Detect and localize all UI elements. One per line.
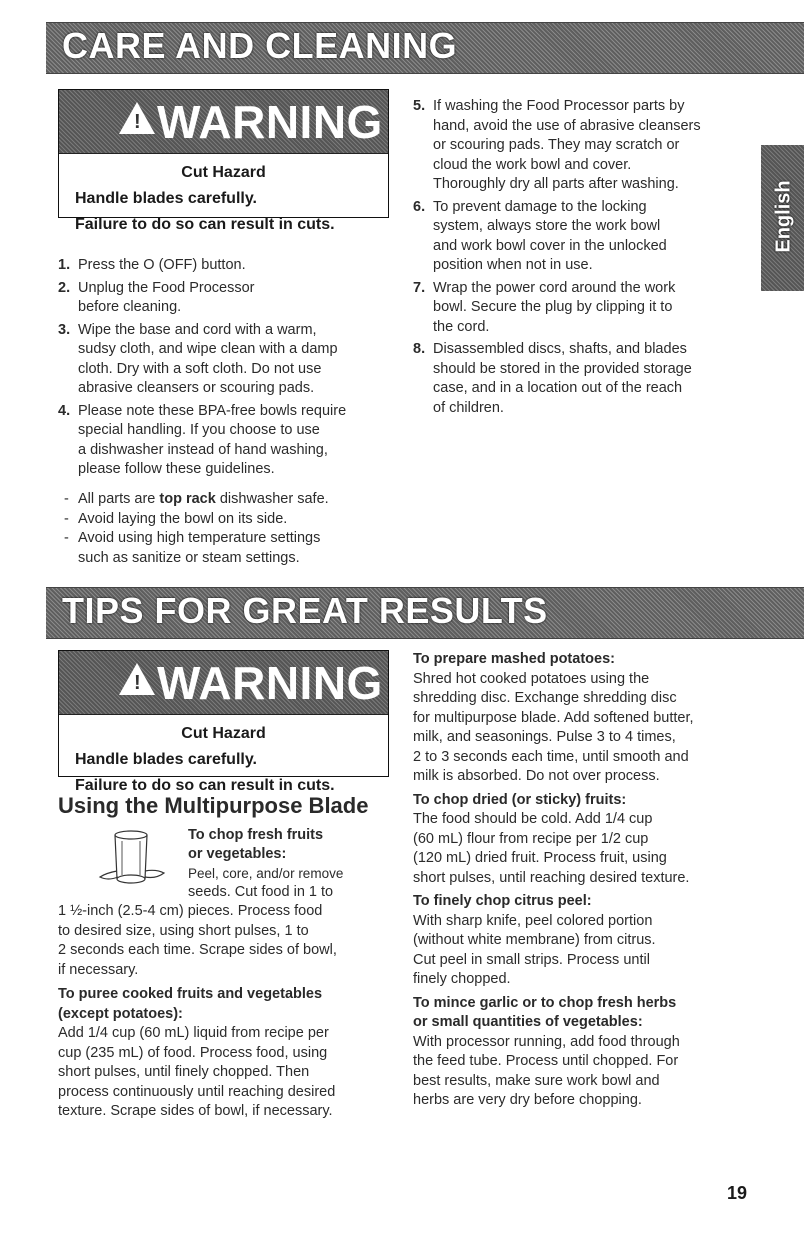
- list-item: [58, 441, 398, 461]
- puree-heading: (except potatoes):: [58, 1005, 183, 1022]
- list-item: [58, 402, 398, 422]
- language-tab-label: English: [772, 180, 795, 253]
- warning-box: [58, 89, 389, 233]
- puree-heading: To puree cooked fruits and vegetables: [58, 986, 323, 1002]
- list-text: abrasive cleansers or scouring pads.: [78, 380, 315, 396]
- list-number: 3.: [58, 321, 71, 338]
- warning-consequence: Failure to do so can result in cuts.: [75, 777, 335, 794]
- puree-line: cup (235 mL) of food. Process food, using: [58, 1044, 328, 1061]
- puree-line: texture. Scrape sides of bowl, if necessary.: [58, 1103, 333, 1119]
- list-text: the cord.: [433, 318, 490, 335]
- list-text: Press the O (OFF) button.: [78, 257, 246, 273]
- mashed-line: for multipurpose blade. Add softened butter,: [413, 709, 694, 726]
- warning-box: [58, 650, 389, 794]
- list-text: bowl. Secure the plug by clipping it to: [433, 299, 673, 315]
- list-number: 5.: [413, 98, 426, 114]
- list-text: a dishwasher instead of hand washing,: [78, 441, 328, 458]
- care-cleaning-header: [46, 22, 804, 74]
- garlic-heading: To mince garlic or to chop fresh herbs: [413, 994, 677, 1011]
- puree-line: short pulses, until finely chopped. Then: [58, 1064, 310, 1080]
- list-text: Wipe the base and cord with a warm,: [78, 321, 317, 338]
- list-item: [413, 175, 753, 195]
- list-text: should be stored in the provided storage: [433, 360, 692, 377]
- list-item: [413, 217, 753, 237]
- guideline-item: such as sanitize or steam settings.: [78, 549, 300, 566]
- list-text: system, always store the work bowl: [433, 218, 661, 234]
- care-cleaning-title: CARE AND CLEANING: [62, 25, 458, 66]
- warning-header: ! WARNING: [59, 90, 388, 154]
- chop-fresh-line: seeds. Cut food in 1 to: [188, 884, 334, 900]
- list-number: 8.: [413, 341, 426, 357]
- list-item: [413, 256, 753, 276]
- garlic-heading: or small quantities of vegetables:: [413, 1014, 643, 1030]
- list-item: [58, 279, 398, 299]
- list-item: [413, 237, 753, 257]
- mashed-potatoes-heading: To prepare mashed potatoes:: [413, 651, 615, 667]
- list-item: [413, 399, 753, 419]
- list-text: case, and in a location out of the reach: [433, 380, 683, 396]
- warning-instruction: Handle blades carefully.: [75, 190, 257, 207]
- garlic-line: With processor running, add food through: [413, 1033, 680, 1050]
- list-text: Thoroughly dry all parts after washing.: [433, 176, 679, 192]
- guideline-item: - All parts are top rack dishwasher safe.: [64, 491, 329, 507]
- list-text: special handling. If you choose to use: [78, 422, 320, 438]
- list-item: [413, 298, 753, 318]
- list-item: [413, 360, 753, 380]
- garlic-line: herbs are very dry before chopping.: [413, 1092, 642, 1108]
- warning-consequence: Failure to do so can result in cuts.: [75, 216, 335, 233]
- dishwasher-guidelines: [64, 490, 404, 568]
- list-text: sudsy cloth, and wipe clean with a damp: [78, 341, 338, 357]
- warning-hazard: Cut Hazard: [181, 725, 266, 742]
- dried-line: (120 mL) dried fruit. Process fruit, using: [413, 850, 667, 866]
- list-text: Wrap the power cord around the work: [433, 279, 676, 296]
- list-item: [58, 321, 398, 341]
- citrus-line: (without white membrane) from citrus.: [413, 932, 656, 948]
- care-list-left: [58, 256, 398, 480]
- tips-header: [46, 587, 804, 639]
- list-item: [58, 421, 398, 441]
- list-item: [58, 340, 398, 360]
- chop-fresh-line: Peel, core, and/or remove: [188, 866, 344, 881]
- chop-fresh-line: 2 seconds each time. Scrape sides of bowl,: [58, 942, 337, 958]
- list-text: hand, avoid the use of abrasive cleansers: [433, 117, 701, 134]
- mashed-line: 2 to 3 seconds each time, until smooth and: [413, 748, 689, 765]
- citrus-line: finely chopped.: [413, 971, 511, 987]
- warning-header: ! WARNING: [59, 651, 388, 715]
- list-text: of children.: [433, 399, 504, 416]
- list-text: cloud the work bowl and cover.: [433, 156, 632, 173]
- list-item: [58, 460, 398, 480]
- care-list-right: [413, 97, 753, 418]
- mashed-line: shredding disc. Exchange shredding disc: [413, 690, 677, 706]
- list-text: Unplug the Food Processor: [78, 279, 255, 296]
- list-item: [58, 360, 398, 380]
- list-item: [58, 379, 398, 399]
- list-item: [413, 136, 753, 156]
- list-item: [413, 379, 753, 399]
- list-text: Disassembled discs, shafts, and blades: [433, 341, 687, 357]
- mashed-line: milk is absorbed. Do not over process.: [413, 768, 660, 784]
- list-item: [413, 318, 753, 338]
- list-text: To prevent damage to the locking: [433, 198, 647, 215]
- list-number: 4.: [58, 402, 71, 419]
- puree-line: Add 1/4 cup (60 mL) liquid from recipe per: [58, 1025, 329, 1041]
- warning-instruction: Handle blades carefully.: [75, 751, 257, 768]
- list-item: [58, 256, 398, 276]
- chop-fresh-heading-2: or vegetables:: [188, 846, 287, 862]
- food-processor-icon: [98, 827, 168, 891]
- tips-right-column: [413, 650, 763, 1111]
- dried-line: (60 mL) flour from recipe per 1/2 cup: [413, 830, 649, 847]
- citrus-line: Cut peel in small strips. Process until: [413, 951, 650, 968]
- chop-fresh-line: 1 ½-inch (2.5-4 cm) pieces. Process food: [58, 903, 323, 919]
- list-text: position when not in use.: [433, 257, 593, 273]
- language-tab: [761, 145, 804, 291]
- warning-word: WARNING: [157, 657, 383, 709]
- list-item: [413, 198, 753, 218]
- list-text: please follow these guidelines.: [78, 461, 275, 477]
- guideline-item: - Avoid using high temperature settings: [64, 530, 321, 546]
- dried-fruits-heading: To chop dried (or sticky) fruits:: [413, 791, 627, 808]
- citrus-heading: To finely chop citrus peel:: [413, 893, 592, 909]
- list-number: 2.: [58, 279, 71, 296]
- list-item: [413, 97, 753, 117]
- garlic-line: best results, make sure work bowl and: [413, 1072, 660, 1089]
- dried-line: short pulses, until reaching desired texture.: [413, 869, 690, 886]
- list-number: 1.: [58, 257, 71, 273]
- mashed-line: milk, and seasonings. Pulse 3 to 4 times,: [413, 729, 676, 745]
- list-item: [413, 340, 753, 360]
- multipurpose-heading: Using the Multipurpose Blade: [58, 793, 369, 818]
- mashed-line: Shred hot cooked potatoes using the: [413, 670, 650, 687]
- citrus-line: With sharp knife, peel colored portion: [413, 912, 653, 929]
- list-text: or scouring pads. They may scratch or: [433, 137, 680, 153]
- garlic-line: the feed tube. Process until chopped. For: [413, 1053, 679, 1069]
- list-item: [413, 279, 753, 299]
- puree-line: process continuously until reaching desired: [58, 1083, 336, 1100]
- chop-fresh-heading: [188, 826, 398, 902]
- list-text: and work bowl cover in the unlocked: [433, 237, 667, 254]
- warning-hazard: Cut Hazard: [181, 164, 266, 181]
- list-text: Please note these BPA-free bowls require: [78, 402, 347, 419]
- list-item: [413, 117, 753, 137]
- chop-fresh-line: to desired size, using short pulses, 1 to: [58, 922, 309, 939]
- list-text: cloth. Dry with a soft cloth. Do not use: [78, 360, 322, 377]
- warning-word: WARNING: [157, 96, 383, 148]
- page-number: 19: [727, 1183, 748, 1203]
- list-number: 6.: [413, 198, 426, 215]
- dried-line: The food should be cold. Add 1/4 cup: [413, 811, 653, 827]
- list-item: [413, 156, 753, 176]
- chop-fresh-heading-1: To chop fresh fruits: [188, 827, 324, 843]
- list-text: If washing the Food Processor parts by: [433, 98, 685, 114]
- list-item: [58, 298, 398, 318]
- chop-fresh-body: [58, 902, 398, 1122]
- tips-title: TIPS FOR GREAT RESULTS: [62, 590, 548, 631]
- list-number: 7.: [413, 279, 426, 296]
- guideline-item: - Avoid laying the bowl on its side.: [64, 510, 288, 527]
- chop-fresh-line: if necessary.: [58, 961, 139, 978]
- list-text: before cleaning.: [78, 299, 182, 315]
